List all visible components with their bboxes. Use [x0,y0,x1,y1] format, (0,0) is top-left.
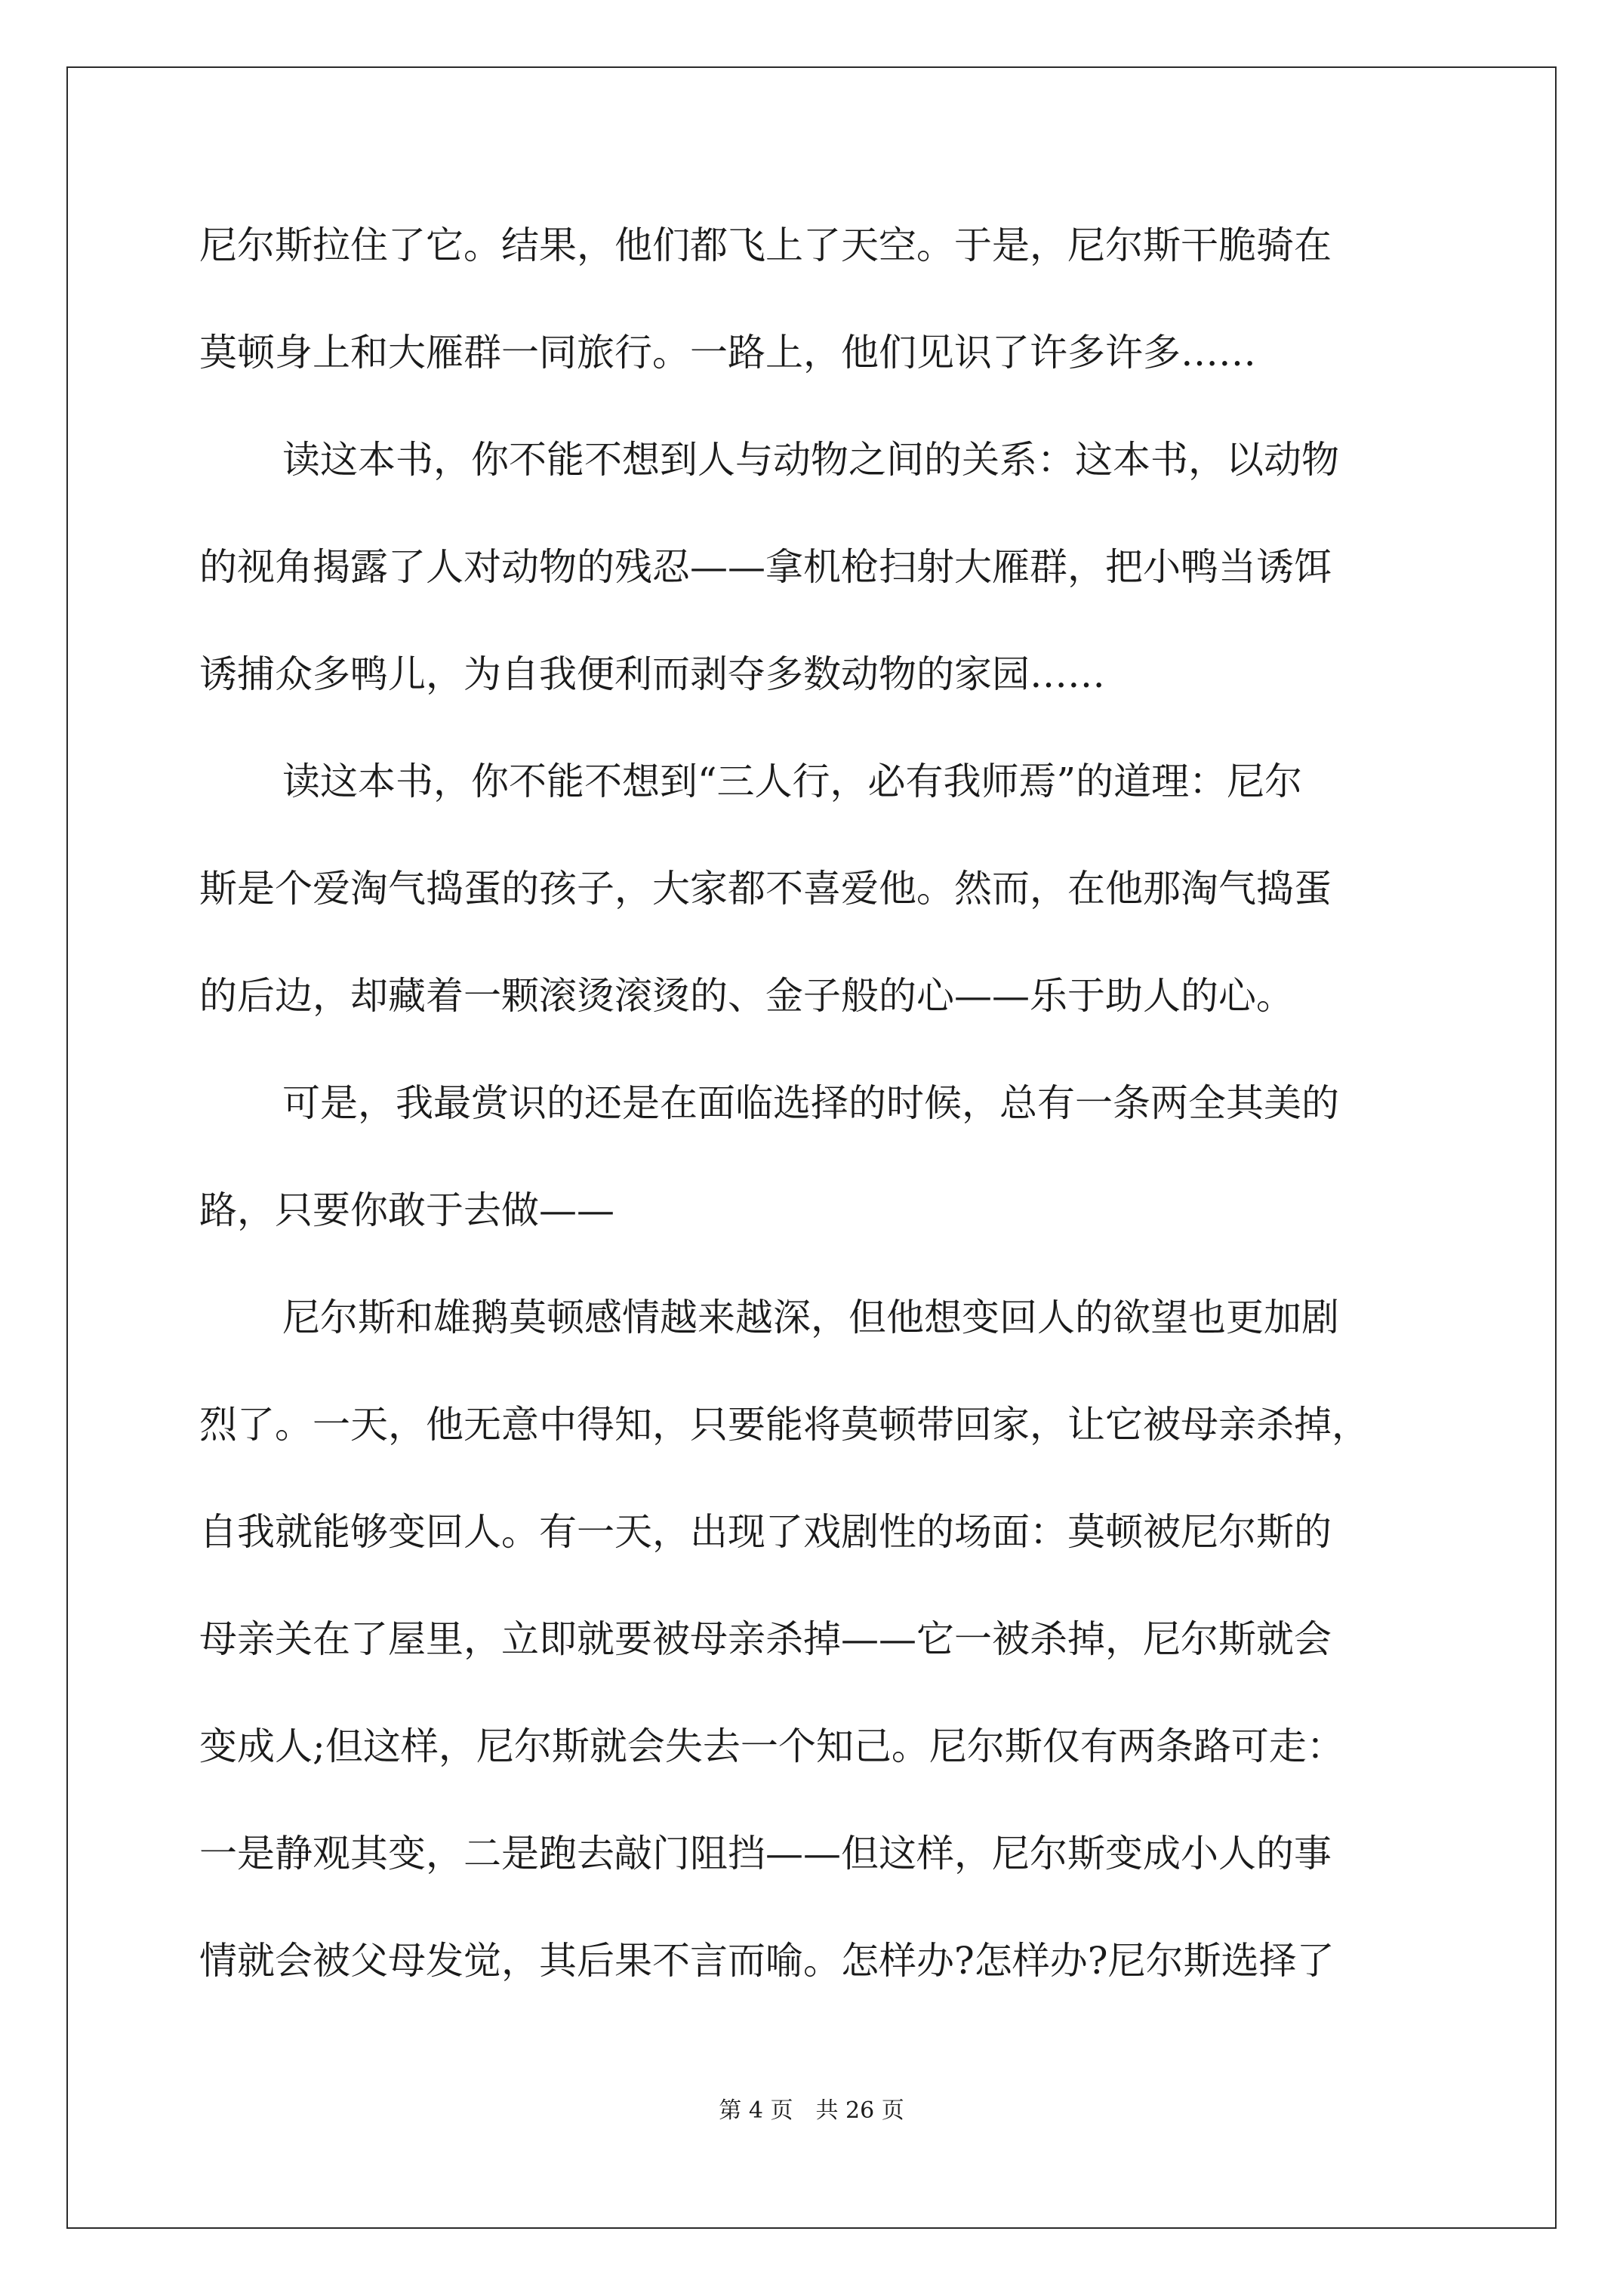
text-line: 烈了。一天，他无意中得知，只要能将莫顿带回家，让它被母亲杀掉， [199,1403,1369,1447]
paragraph-start-line: 读这本书，你不能不想到“三人行，必有我师焉”的道理：尼尔 [282,760,1303,803]
paragraph-start-line: 尼尔斯和雄鹅莫顿感情越来越深，但他想变回人的欲望也更加剧 [282,1296,1339,1339]
text-line: 母亲关在了屋里，立即就要被母亲杀掉——它一被杀掉，尼尔斯就会 [199,1617,1332,1661]
text-line: 诱捕众多鸭儿，为自我便利而剥夺多数动物的家园…… [199,652,1105,696]
text-line: 斯是个爱淘气捣蛋的孩子，大家都不喜爱他。然而，在他那淘气捣蛋 [199,867,1332,911]
text-line: 自我就能够变回人。有一天，出现了戏剧性的场面：莫顿被尼尔斯的 [199,1510,1332,1554]
text-line: 的视角揭露了人对动物的残忍——拿机枪扫射大雁群，把小鸭当诱饵 [199,545,1332,589]
text-line: 尼尔斯拉住了它。结果，他们都飞上了天空。于是，尼尔斯干脆骑在 [199,223,1332,267]
text-line: 的后边，却藏着一颗滚烫滚烫的、金子般的心——乐于助人的心。 [199,974,1294,1018]
text-line: 路，只要你敢于去做—— [199,1188,614,1232]
paragraph-start-line: 读这本书，你不能不想到人与动物之间的关系：这本书，以动物 [282,438,1339,482]
paragraph-start-line: 可是，我最赏识的还是在面临选择的时候，总有一条两全其美的 [282,1081,1339,1125]
text-line: 一是静观其变，二是跑去敲门阻挡——但这样，尼尔斯变成小人的事 [199,1832,1332,1875]
page-number-footer: 第 4 页 共 26 页 [719,2097,904,2124]
text-line: 变成人;但这样，尼尔斯就会失去一个知己。尼尔斯仅有两条路可走： [199,1724,1344,1768]
document-body [199,219,1445,2042]
text-line: 情就会被父母发觉，其后果不言而喻。怎样办?怎样办?尼尔斯选择了 [199,1939,1335,1983]
text-line: 莫顿身上和大雁群一同旅行。一路上，他们见识了许多许多…… [199,331,1256,374]
